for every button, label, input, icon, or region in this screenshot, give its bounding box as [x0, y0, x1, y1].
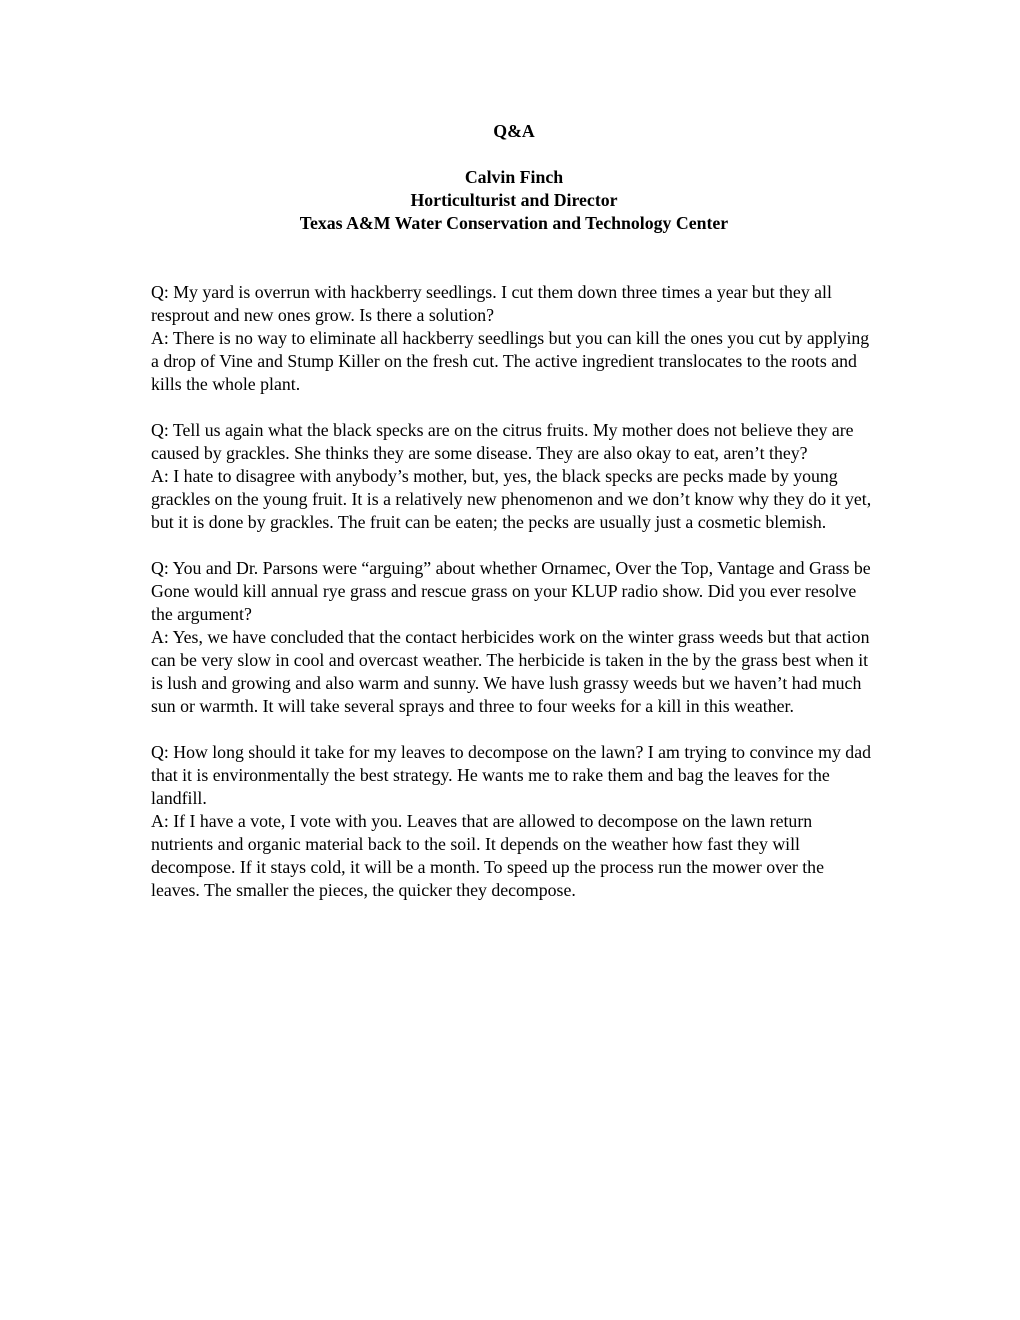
- answer-text: A: If I have a vote, I vote with you. Leaves that are allowed to decompose on the lawn return nutrients and organic material back to the soil. It depends on the weather how fast they will decompose. If it stays cold, it will be a month. To speed up the process run the mower over the leaves. The smaller the pieces, the quicker they decompose.: [151, 811, 824, 900]
- document-title: Q&A: [493, 121, 535, 141]
- qa-item: [151, 557, 877, 718]
- question-text: Q: My yard is overrun with hackberry seedlings. I cut them down three times a year but they all resprout and new ones grow. Is there a solution?: [151, 282, 832, 325]
- answer-text: A: There is no way to eliminate all hackberry seedlings but you can kill the ones you cut by applying a drop of Vine and Stump Killer on the fresh cut. The active ingredient translocates to the roots and kills the whole plant.: [151, 328, 870, 394]
- question-text: Q: Tell us again what the black specks are on the citrus fruits. My mother does not believe they are caused by grackles. She thinks they are some disease. They are also okay to eat, aren’t they?: [151, 420, 854, 463]
- qa-item: [151, 281, 877, 396]
- qa-item: [151, 741, 877, 902]
- answer-text: A: I hate to disagree with anybody’s mother, but, yes, the black specks are pecks made by young grackles on the young fruit. It is a relatively new phenomenon and we don’t know why they do it yet, but it is done by grackles. The fruit can be eaten; the pecks are usually just a cosmetic blemish.: [151, 466, 872, 532]
- answer-text: A: Yes, we have concluded that the contact herbicides work on the winter grass weeds but that action can be very slow in cool and overcast weather. The herbicide is taken in the by the grass best when it is lush and growing and also warm and sunny. We have lush grassy weeds but we haven’t had much sun or warmth. It will take several sprays and three to four weeks for a kill in this weather.: [151, 627, 870, 716]
- qa-item: [151, 419, 877, 534]
- author-name: Calvin Finch: [464, 167, 564, 187]
- document-page: [151, 120, 877, 925]
- question-text: Q: You and Dr. Parsons were “arguing” about whether Ornamec, Over the Top, Vantage and Grass be Gone would kill annual rye grass and rescue grass on your KLUP radio show. Did you ever resolve the argument?: [151, 558, 871, 624]
- author-block: [151, 166, 877, 235]
- author-role: Horticulturist and Director: [410, 190, 618, 210]
- question-text: Q: How long should it take for my leaves to decompose on the lawn? I am trying to convince my dad that it is environmentally the best strategy. He wants me to rake them and bag the leaves for the landfill.: [151, 742, 871, 808]
- author-organization: Texas A&M Water Conservation and Technology Center: [299, 213, 729, 233]
